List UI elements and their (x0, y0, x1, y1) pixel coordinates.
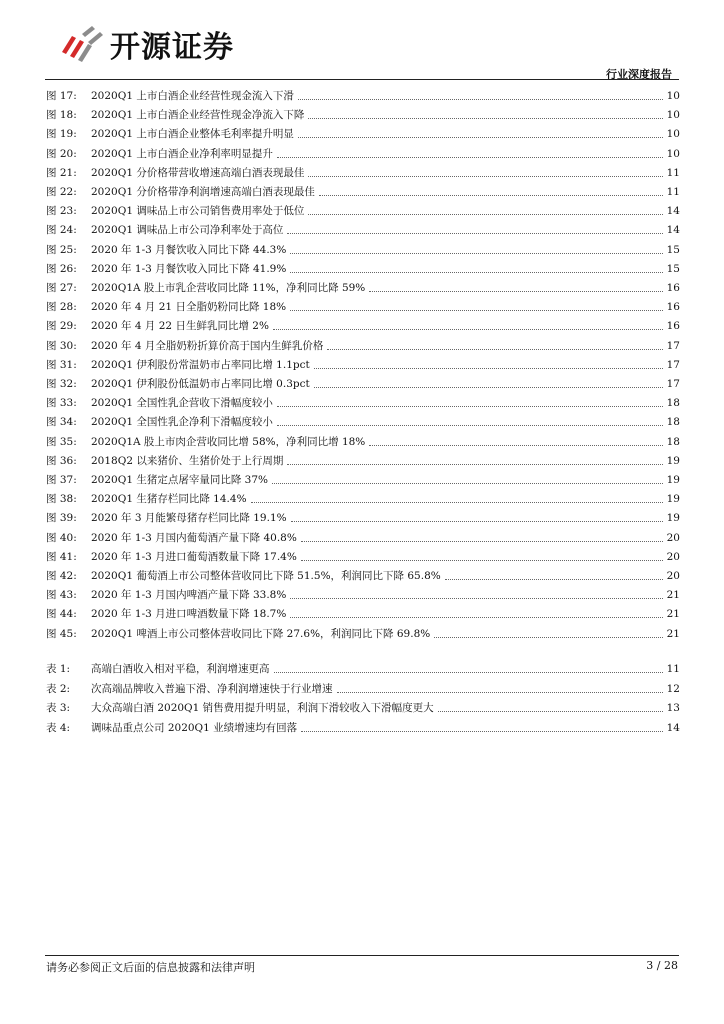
leader-dots (290, 252, 662, 254)
figure-entry-page: 16 (666, 282, 680, 294)
figure-entry-page: 10 (666, 109, 680, 122)
figure-entry-title: 2018Q2 以来猪价、生猪价处于上行周期 (91, 454, 284, 467)
header-rule (45, 79, 679, 80)
figure-entry[interactable] (46, 454, 680, 469)
figure-entry-title: 2020 年 1-3 月国内啤酒产量下降 33.8% (91, 589, 287, 602)
figure-entry[interactable] (46, 89, 680, 104)
figure-entry-title: 2020 年 4 月 21 日全脂奶粉同比降 18% (91, 301, 287, 314)
footer-disclaimer: 请务必参阅正文后面的信息披露和法律声明 (46, 961, 255, 974)
figure-entry-number: 图 34: (46, 416, 77, 429)
figure-entry-number: 图 38: (46, 493, 77, 506)
figure-entry-title: 2020 年 3 月能繁母猪存栏同比降 19.1% (91, 512, 287, 525)
figure-entry-page: 10 (666, 147, 680, 160)
figure-entry-page: 18 (666, 416, 680, 429)
figure-entry-title: 2020 年 1-3 月进口葡萄酒数量下降 17.4% (91, 550, 297, 563)
figure-entry-title: 2020Q1 全国性乳企营收下滑幅度较小 (91, 397, 273, 410)
figure-entry-number: 图 35: (46, 435, 77, 448)
figure-entry-number: 图 40: (46, 531, 77, 544)
figure-entry-title: 2020 年 4 月 22 日生鲜乳同比增 2% (91, 320, 269, 333)
figure-entry[interactable] (46, 415, 680, 430)
table-entry[interactable] (46, 721, 680, 736)
table-entry-number: 表 2: (46, 682, 71, 695)
figure-entry[interactable] (46, 127, 680, 142)
leader-dots (369, 444, 662, 446)
figure-entry-title: 2020 年 1-3 月进口啤酒数量下降 18.7% (91, 608, 287, 621)
leader-dots (277, 424, 663, 426)
brand-logo (58, 22, 234, 66)
figure-entry[interactable] (46, 627, 680, 642)
leader-dots (277, 156, 663, 158)
figure-entry-page: 21 (666, 589, 680, 602)
table-entry-title: 调味品重点公司 2020Q1 业绩增速均有回落 (91, 721, 298, 734)
figure-entry[interactable] (46, 223, 680, 238)
figure-entry-title: 2020 年 4 月全脂奶粉折算价高于国内生鲜乳价格 (91, 339, 324, 352)
table-entry-page: 14 (666, 721, 680, 734)
figure-entry-number: 图 28: (46, 301, 77, 314)
table-entry[interactable] (46, 662, 680, 677)
figure-entry-title: 2020Q1 葡萄酒上市公司整体营收同比下降 51.5%，利润同比下降 65.8% (91, 570, 441, 582)
figure-entry[interactable] (46, 319, 680, 334)
figure-entry-page: 11 (666, 186, 680, 198)
leader-dots (290, 271, 662, 273)
leader-dots (301, 540, 663, 542)
figure-entry-page: 18 (666, 397, 680, 410)
leader-dots (274, 671, 663, 673)
figure-entry-title: 2020Q1 上市白酒企业经营性现金流入下滑 (91, 90, 294, 102)
figure-entry[interactable] (46, 607, 680, 622)
figure-entry[interactable] (46, 377, 680, 392)
figure-entry-number: 图 29: (46, 320, 77, 333)
leader-dots (337, 691, 663, 693)
figure-entry-title: 2020Q1A 股上市肉企营收同比增 58%，净利同比增 18% (91, 435, 366, 448)
figure-entry-title: 2020 年 1-3 月国内葡萄酒产量下降 40.8% (91, 531, 297, 544)
table-entry[interactable] (46, 682, 680, 697)
figure-entry-title: 2020Q1 生猪定点屠宰量同比降 37% (91, 474, 269, 486)
figure-entry[interactable] (46, 166, 680, 181)
figure-entry[interactable] (46, 281, 680, 296)
leader-dots (290, 616, 662, 618)
figure-entry-page: 19 (666, 474, 680, 486)
figure-entry-title: 2020Q1 上市白酒企业净利率明显提升 (91, 147, 273, 160)
figure-entry-number: 图 22: (46, 186, 77, 198)
figure-entry-number: 图 24: (46, 224, 77, 237)
leader-dots (301, 559, 663, 561)
figure-entry-number: 图 32: (46, 378, 77, 390)
figure-entry-number: 图 30: (46, 339, 77, 352)
figure-entry-number: 图 43: (46, 589, 77, 602)
figure-entry[interactable] (46, 204, 680, 219)
figure-entry-page: 10 (666, 128, 680, 141)
figure-entry-number: 图 31: (46, 358, 77, 371)
figure-entry-page: 20 (666, 570, 680, 582)
figure-entry[interactable] (46, 147, 680, 162)
table-entry-page: 11 (666, 663, 680, 675)
figure-entry-number: 图 39: (46, 512, 77, 525)
leader-dots (277, 405, 663, 407)
table-entry[interactable] (46, 701, 680, 716)
figure-entry[interactable] (46, 185, 680, 200)
leader-dots (438, 710, 663, 712)
figure-entry-page: 20 (666, 550, 680, 563)
figure-entry[interactable] (46, 300, 680, 315)
figure-entry[interactable] (46, 550, 680, 565)
table-entry-page: 12 (666, 682, 680, 695)
leader-dots (290, 597, 662, 599)
figure-entry-title: 2020Q1 调味品上市公司销售费用率处于低位 (91, 205, 305, 218)
leader-dots (314, 367, 663, 369)
figure-entry-number: 图 27: (46, 282, 77, 294)
figure-entry[interactable] (46, 531, 680, 546)
figure-entry[interactable] (46, 243, 680, 258)
figure-entry-title: 2020Q1 啤酒上市公司整体营收同比下降 27.6%，利润同比下降 69.8% (91, 627, 431, 640)
leader-dots (287, 463, 662, 465)
leader-dots (272, 482, 663, 484)
leader-dots (273, 328, 663, 330)
page-number: 3 / 28 (646, 959, 678, 972)
figure-entry-page: 19 (666, 512, 680, 525)
figure-entry[interactable] (46, 588, 680, 603)
figure-entry-number: 图 23: (46, 205, 77, 218)
table-entry-title: 大众高端白酒 2020Q1 销售费用提升明显，利润下滑较收入下滑幅度更大 (91, 702, 434, 714)
leader-dots (327, 348, 662, 350)
figure-entry-title: 2020 年 1-3 月餐饮收入同比下降 44.3% (91, 243, 287, 256)
leader-dots (298, 98, 663, 100)
footer-rule (45, 955, 679, 956)
figure-entry[interactable] (46, 262, 680, 277)
figure-entry-title: 2020Q1A 股上市乳企营收同比降 11%，净利同比降 59% (91, 282, 366, 294)
leader-dots (314, 386, 663, 388)
logo-text: 开源证券 (110, 30, 234, 65)
figure-entry-number: 图 19: (46, 128, 77, 141)
leader-dots (308, 117, 662, 119)
figure-entry-number: 图 18: (46, 109, 77, 122)
figure-entry-page: 20 (666, 531, 680, 544)
figure-entry[interactable] (46, 473, 680, 488)
figure-entry-page: 17 (666, 358, 680, 371)
figure-entry-number: 图 33: (46, 397, 77, 410)
figure-entry-title: 2020Q1 调味品上市公司净利率处于高位 (91, 224, 284, 237)
kaiyuan-logo-icon (58, 22, 104, 66)
figure-entry-title: 2020Q1 分价格带净利润增速高端白酒表现最佳 (91, 186, 315, 198)
figure-entry-number: 图 36: (46, 454, 77, 467)
figure-entry-page: 17 (666, 339, 680, 352)
figure-entry[interactable] (46, 435, 680, 450)
figure-entry-number: 图 37: (46, 474, 77, 486)
table-entry-number: 表 3: (46, 702, 71, 714)
figure-entry-page: 16 (666, 301, 680, 314)
figure-entry-page: 15 (666, 262, 680, 275)
leader-dots (298, 136, 663, 138)
leader-dots (319, 194, 663, 196)
figure-entry[interactable] (46, 358, 680, 373)
figure-entry-page: 19 (666, 454, 680, 467)
figure-entry-title: 2020Q1 全国性乳企净利下滑幅度较小 (91, 416, 273, 429)
figure-entry-page: 21 (666, 608, 680, 621)
leader-dots (434, 636, 662, 638)
figure-entry-number: 图 17: (46, 90, 77, 102)
figure-entry-page: 19 (666, 493, 680, 506)
leader-dots (291, 520, 663, 522)
table-entry-number: 表 4: (46, 721, 71, 734)
table-entry-title: 高端白酒收入相对平稳，利润增速更高 (91, 663, 270, 675)
figure-entry[interactable] (46, 492, 680, 507)
figure-entry-number: 图 26: (46, 262, 77, 275)
figure-entry-title: 2020Q1 伊利股份常温奶市占率同比增 1.1pct (91, 358, 310, 371)
figure-entry-page: 17 (666, 378, 680, 390)
leader-dots (308, 175, 662, 177)
figure-entry-title: 2020Q1 生猪存栏同比降 14.4% (91, 493, 247, 506)
figure-entry[interactable] (46, 396, 680, 411)
figure-entry-page: 10 (666, 90, 680, 102)
report-type: 行业深度报告 (606, 68, 672, 81)
leader-dots (369, 290, 662, 292)
figure-entry-page: 21 (666, 627, 680, 640)
table-entry-page: 13 (666, 702, 680, 714)
figure-entry-title: 2020Q1 分价格带营收增速高端白酒表现最佳 (91, 166, 305, 179)
figure-entry-title: 2020Q1 上市白酒企业经营性现金净流入下降 (91, 109, 305, 122)
figure-entry-number: 图 21: (46, 166, 77, 179)
figure-entry-number: 图 45: (46, 627, 77, 640)
figure-entry-title: 2020Q1 上市白酒企业整体毛利率提升明显 (91, 128, 294, 141)
figure-entry-number: 图 44: (46, 608, 77, 621)
figure-entry-page: 18 (666, 435, 680, 448)
figure-entry-page: 14 (666, 224, 680, 237)
leader-dots (290, 309, 662, 311)
figure-entry-number: 图 20: (46, 147, 77, 160)
figure-entry-page: 16 (666, 320, 680, 333)
leader-dots (445, 578, 663, 580)
table-entry-title: 次高端品牌收入普遍下滑、净利润增速快于行业增速 (91, 682, 333, 695)
figure-entry-page: 11 (666, 166, 680, 179)
figure-entry[interactable] (46, 339, 680, 354)
figure-entry[interactable] (46, 511, 680, 526)
figure-entry-number: 图 41: (46, 550, 77, 563)
figure-entry-page: 15 (666, 243, 680, 256)
leader-dots (287, 232, 662, 234)
figure-entry[interactable] (46, 108, 680, 123)
figure-entry[interactable] (46, 569, 680, 584)
table-entry-number: 表 1: (46, 663, 71, 675)
figure-entry-title: 2020 年 1-3 月餐饮收入同比下降 41.9% (91, 262, 287, 275)
figure-entry-number: 图 25: (46, 243, 77, 256)
figure-entry-number: 图 42: (46, 570, 77, 582)
leader-dots (301, 730, 662, 732)
leader-dots (308, 213, 662, 215)
leader-dots (251, 501, 663, 503)
figure-entry-page: 14 (666, 205, 680, 218)
figure-entry-title: 2020Q1 伊利股份低温奶市占率同比增 0.3pct (91, 378, 310, 390)
